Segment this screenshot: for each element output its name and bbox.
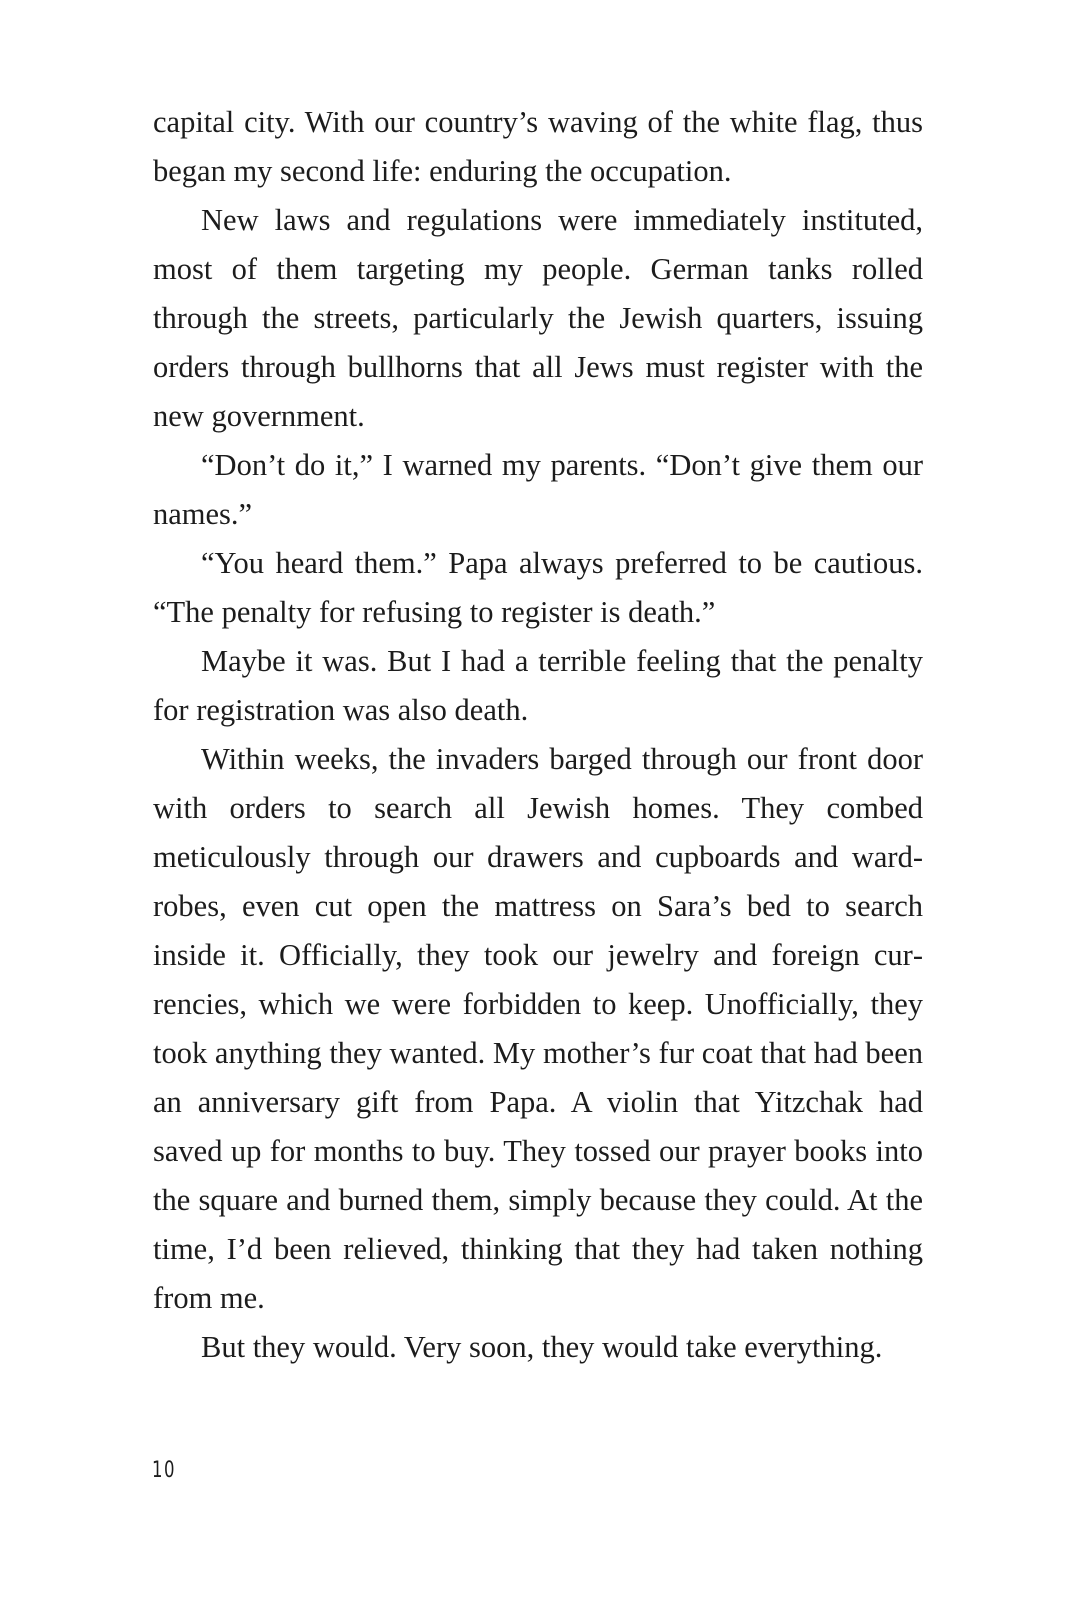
paragraph: Within weeks, the invaders barged through our front door with orders to search all Jewish homes. They combed meticulously through our drawers and cupboards and wardrobes, even cut open the mattress on Sara’s bed to search inside it. Officially, they took our jewelry and foreign currencies, which we were forbidden to keep. Unofficially, they took anything they wanted. My mother’s fur coat that had been an anniversary gift from Papa. A violin that Yitzchak had saved up for months to buy. They tossed our prayer books into the square and burned them, simply because they could. At the time, I’d been relieved, thinking that they had taken nothing from me. xyxy=(153,742,923,1315)
paragraph: But they would. Very soon, they would take everything. xyxy=(201,1330,883,1364)
paragraph: New laws and regulations were immediately instituted, most of them targeting my people. German tanks rolled through the streets, particularly the Jewish quarters, issuing orders through bullhorns that all Jews must register with the new government. xyxy=(153,203,923,433)
paragraph: “You heard them.” Papa always preferred to be cautious. “The penalty for refusing to register is death.” xyxy=(153,546,923,629)
paragraph: Maybe it was. But I had a terrible feeling that the penalty for registration was also death. xyxy=(153,644,923,727)
body-text xyxy=(153,98,923,1372)
page-number: 10 xyxy=(152,1458,176,1483)
paragraph: “Don’t do it,” I warned my parents. “Don’t give them our names.” xyxy=(153,448,923,531)
paragraph-continuation: capital city. With our country’s waving of the white flag, thus began my second life: enduring the occupation. xyxy=(153,105,923,188)
